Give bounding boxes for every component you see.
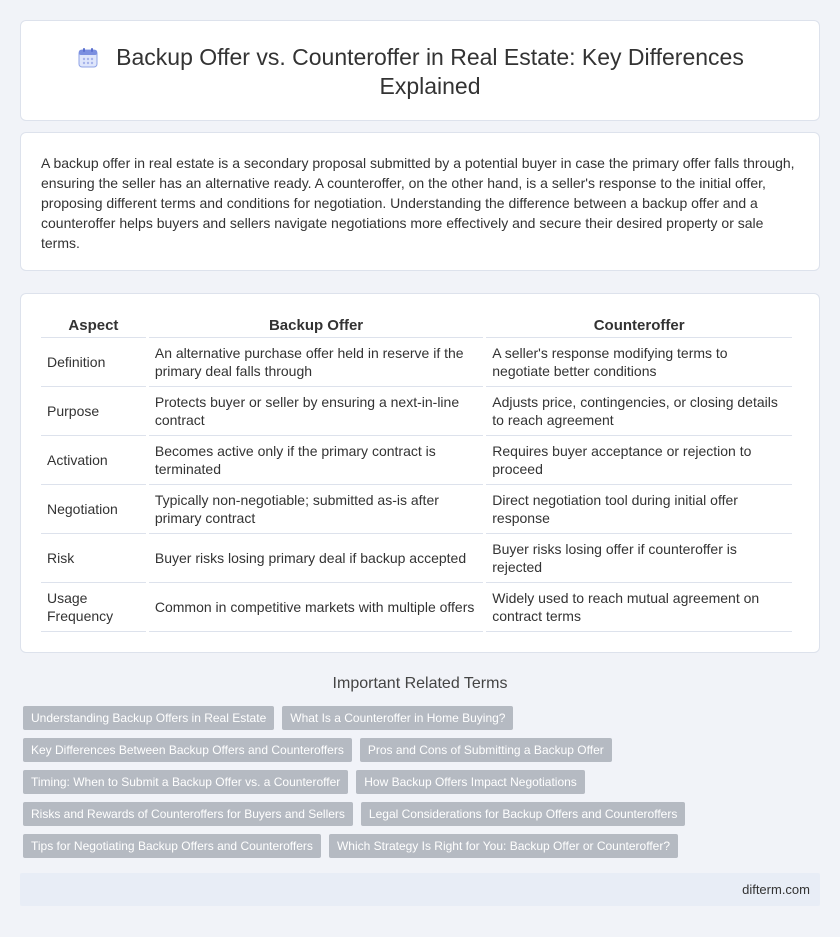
table-row [41, 583, 792, 632]
related-terms-heading: Important Related Terms [332, 675, 508, 692]
aspect-cell: Activation [41, 436, 146, 485]
related-term-link[interactable]: How Backup Offers Impact Negotiations [356, 770, 585, 794]
related-term-link[interactable]: Tips for Negotiating Backup Offers and Counteroffers [23, 834, 321, 858]
related-term-link[interactable]: What Is a Counteroffer in Home Buying? [282, 706, 513, 730]
related-terms-row [23, 802, 823, 826]
counteroffer-cell: Adjusts price, contingencies, or closing details to reach agreement [486, 387, 792, 436]
column-header-backup-offer: Backup Offer [149, 314, 483, 338]
counteroffer-cell: Buyer risks losing offer if counteroffer is rejected [486, 534, 792, 583]
table-row [41, 387, 792, 436]
column-header-aspect: Aspect [41, 314, 146, 338]
related-term-link[interactable]: Timing: When to Submit a Backup Offer vs. a Counteroffer [23, 770, 348, 794]
table-row [41, 436, 792, 485]
aspect-cell: Usage Frequency [41, 583, 146, 632]
related-terms-row [23, 834, 823, 858]
backup-offer-cell: An alternative purchase offer held in reserve if the primary deal falls through [149, 338, 483, 387]
related-term-link[interactable]: Which Strategy Is Right for You: Backup Offer or Counteroffer? [329, 834, 678, 858]
comparison-table-card [20, 293, 820, 653]
intro-paragraph: A backup offer in real estate is a secondary proposal submitted by a potential buyer in case the primary offer falls through, ensuring the seller has an alternative ready. A counteroffer, on the other hand, is a seller's response to the initial offer, proposing different terms and conditions for negotiation. Understanding the difference between a backup offer and a counteroffer helps buyers and sellers navigate negotiations more effectively and secure their desired property or sale terms. [41, 155, 795, 251]
header-card [20, 20, 820, 121]
backup-offer-cell: Becomes active only if the primary contract is terminated [149, 436, 483, 485]
aspect-cell: Purpose [41, 387, 146, 436]
related-term-link[interactable]: Legal Considerations for Backup Offers and Counteroffers [361, 802, 685, 826]
aspect-cell: Definition [41, 338, 146, 387]
page-title: Backup Offer vs. Counteroffer in Real Estate: Key Differences Explained [116, 44, 744, 99]
footer [20, 873, 820, 906]
comparison-table [38, 314, 795, 632]
table-header-row [41, 314, 792, 338]
table-row [41, 534, 792, 583]
counteroffer-cell: A seller's response modifying terms to negotiate better conditions [486, 338, 792, 387]
backup-offer-cell: Typically non-negotiable; submitted as-is after primary contract [149, 485, 483, 534]
related-terms-list [23, 706, 823, 866]
column-header-counteroffer: Counteroffer [486, 314, 792, 338]
counteroffer-cell: Widely used to reach mutual agreement on contract terms [486, 583, 792, 632]
intro-card [20, 132, 820, 271]
related-term-link[interactable]: Pros and Cons of Submitting a Backup Offer [360, 738, 612, 762]
aspect-cell: Negotiation [41, 485, 146, 534]
table-row [41, 338, 792, 387]
related-term-link[interactable]: Understanding Backup Offers in Real Estate [23, 706, 274, 730]
related-terms-row [23, 770, 823, 794]
backup-offer-cell: Buyer risks losing primary deal if backup accepted [149, 534, 483, 583]
backup-offer-cell: Protects buyer or seller by ensuring a next-in-line contract [149, 387, 483, 436]
related-terms-row [23, 738, 823, 762]
footer-site-name[interactable]: difterm.com [742, 882, 810, 897]
related-term-link[interactable]: Key Differences Between Backup Offers and Counteroffers [23, 738, 352, 762]
related-terms-row [23, 706, 823, 730]
backup-offer-cell: Common in competitive markets with multiple offers [149, 583, 483, 632]
table-row [41, 485, 792, 534]
aspect-cell: Risk [41, 534, 146, 583]
counteroffer-cell: Direct negotiation tool during initial offer response [486, 485, 792, 534]
counteroffer-cell: Requires buyer acceptance or rejection to proceed [486, 436, 792, 485]
related-term-link[interactable]: Risks and Rewards of Counteroffers for Buyers and Sellers [23, 802, 353, 826]
